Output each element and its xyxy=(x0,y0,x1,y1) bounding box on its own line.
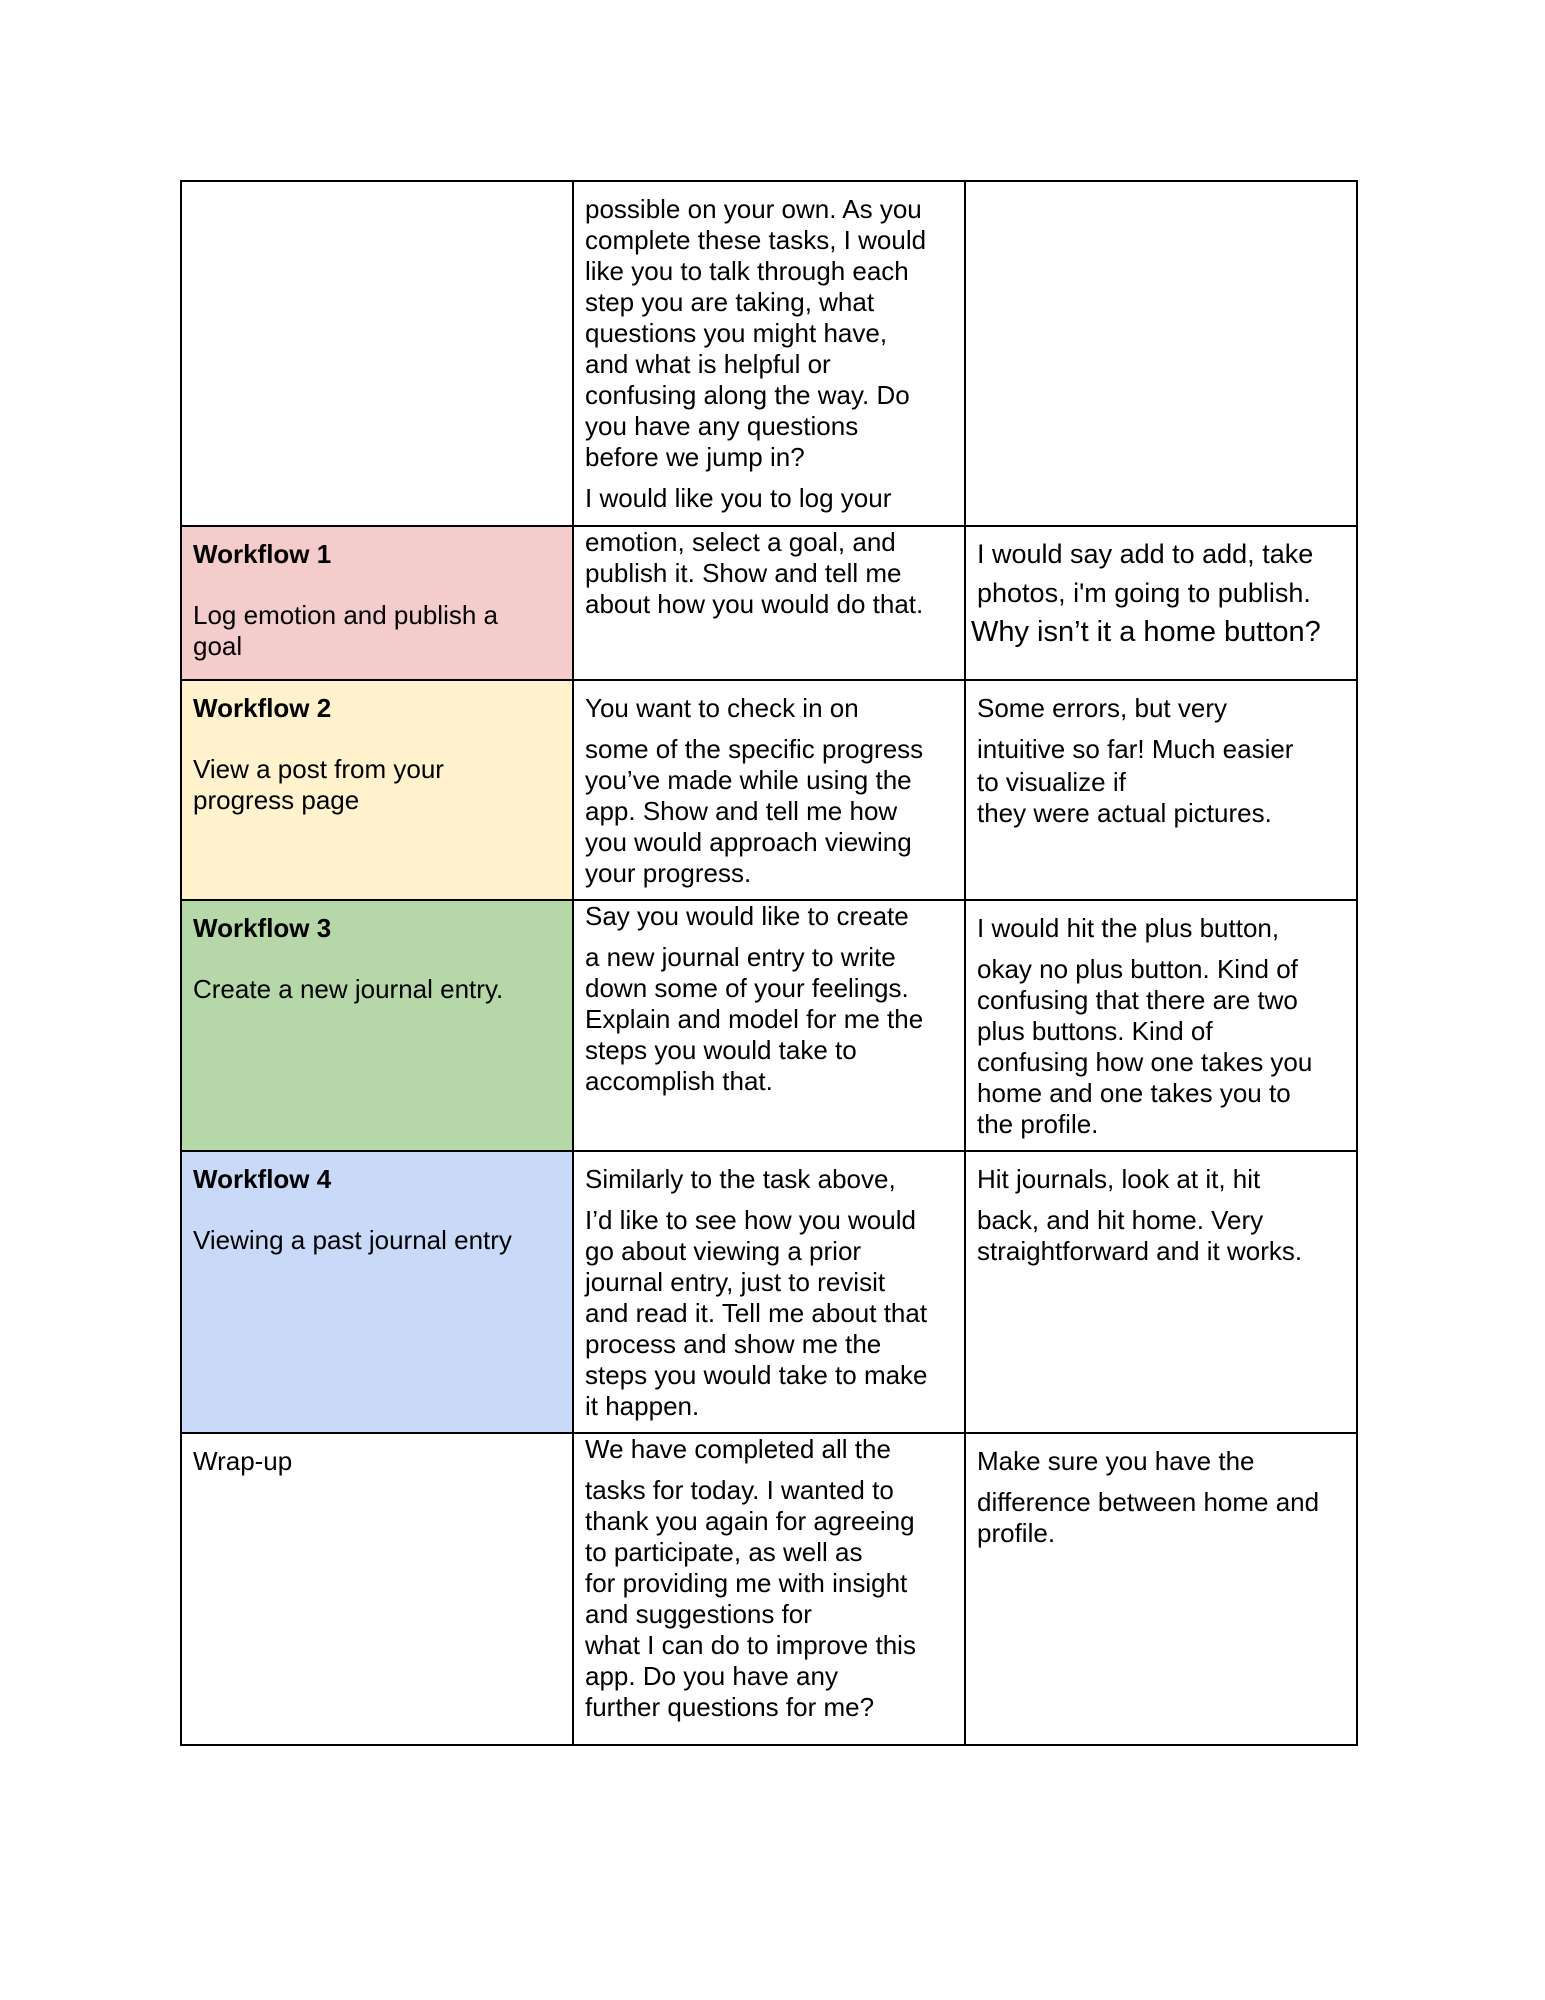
notes-paragraph: back, and hit home. Very straightforward and it works. xyxy=(977,1205,1303,1266)
prompt-paragraph: We have completed all the xyxy=(585,1434,891,1464)
workflow-title: Workflow 2 xyxy=(193,693,332,723)
prompt-paragraph: Similarly to the task above, xyxy=(585,1164,896,1194)
notes-cell-workflow-3 xyxy=(965,900,1357,1151)
workflow-description: Create a new journal entry. xyxy=(193,974,504,1004)
prompt-cell-intro xyxy=(573,181,965,526)
workflow-description: Viewing a past journal entry xyxy=(193,1225,512,1255)
task-cell-workflow-3 xyxy=(181,900,573,1151)
prompt-paragraph: emotion, select a goal, and publish it. Show and tell me about how you would do that. xyxy=(585,527,924,619)
table-row-workflow-3 xyxy=(181,900,1357,1151)
workflow-title: Workflow 1 xyxy=(193,539,332,569)
prompt-cell-workflow-2 xyxy=(573,680,965,900)
task-cell-workflow-4 xyxy=(181,1151,573,1433)
notes-paragraph: Make sure you have the xyxy=(977,1446,1255,1476)
workflow-description: Log emotion and publish a goal xyxy=(193,600,499,661)
task-cell-workflow-1 xyxy=(181,526,573,680)
prompt-paragraph: possible on your own. As you complete these tasks, I would like you to talk through each step you are taking, what questions you might have, and what is helpful or confusing along the way. Do you have any questions before we jump in? xyxy=(585,194,927,472)
prompt-cell-workflow-1 xyxy=(573,526,965,680)
task-cell-workflow-2 xyxy=(181,680,573,900)
prompt-cell-workflow-3 xyxy=(573,900,965,1151)
notes-paragraph: to visualize if they were actual pictures. xyxy=(977,767,1272,828)
notes-paragraph: photos, i'm going to publish. xyxy=(977,578,1311,608)
notes-cell-intro xyxy=(965,181,1357,526)
notes-cell-workflow-4 xyxy=(965,1151,1357,1433)
notes-paragraph: difference between home and profile. xyxy=(977,1487,1320,1548)
usability-test-table xyxy=(180,180,1358,1746)
notes-paragraph: Hit journals, look at it, hit xyxy=(977,1164,1261,1194)
workflow-description: View a post from your progress page xyxy=(193,754,444,815)
task-cell-wrap-up xyxy=(181,1433,573,1745)
prompt-paragraph: a new journal entry to write down some of your feelings. Explain and model for me the steps you would take to accomplish that. xyxy=(585,942,924,1096)
task-cell-intro xyxy=(181,181,573,526)
notes-paragraph: I would say add to add, take xyxy=(977,539,1314,569)
prompt-cell-workflow-4 xyxy=(573,1151,965,1433)
prompt-cell-wrap-up xyxy=(573,1433,965,1745)
prompt-paragraph: tasks for today. I wanted to thank you again for agreeing to participate, as well as for providing me with insight and suggestions for what I can do to improve this app. Do you have any further questions for me? xyxy=(585,1475,916,1722)
notes-paragraph: Why isn’t it a home button? xyxy=(971,616,1321,648)
workflow-title: Workflow 4 xyxy=(193,1164,332,1194)
prompt-paragraph: Say you would like to create xyxy=(585,901,909,931)
notes-cell-workflow-1 xyxy=(965,526,1357,680)
wrap-up-label: Wrap-up xyxy=(193,1446,293,1476)
prompt-paragraph: I’d like to see how you would go about viewing a prior journal entry, just to revisit and read it. Tell me about that process and show me the steps you would take to make it happen. xyxy=(585,1205,928,1421)
table-row-wrap-up xyxy=(181,1433,1357,1745)
table-row-intro xyxy=(181,181,1357,526)
notes-paragraph: Some errors, but very xyxy=(977,693,1227,723)
prompt-paragraph: some of the specific progress you’ve made while using the app. Show and tell me how you would approach viewing your progress. xyxy=(585,734,924,888)
notes-cell-workflow-2 xyxy=(965,680,1357,900)
notes-paragraph: okay no plus button. Kind of confusing that there are two plus buttons. Kind of confusing how one takes you home and one takes you to the profile. xyxy=(977,954,1313,1139)
notes-cell-wrap-up xyxy=(965,1433,1357,1745)
workflow-title: Workflow 3 xyxy=(193,913,332,943)
prompt-paragraph: You want to check in on xyxy=(585,693,859,723)
table-row-workflow-1 xyxy=(181,526,1357,680)
table-row-workflow-2 xyxy=(181,680,1357,900)
notes-paragraph: intuitive so far! Much easier xyxy=(977,734,1294,764)
notes-paragraph: I would hit the plus button, xyxy=(977,913,1280,943)
table-row-workflow-4 xyxy=(181,1151,1357,1433)
prompt-paragraph: I would like you to log your xyxy=(585,483,892,513)
